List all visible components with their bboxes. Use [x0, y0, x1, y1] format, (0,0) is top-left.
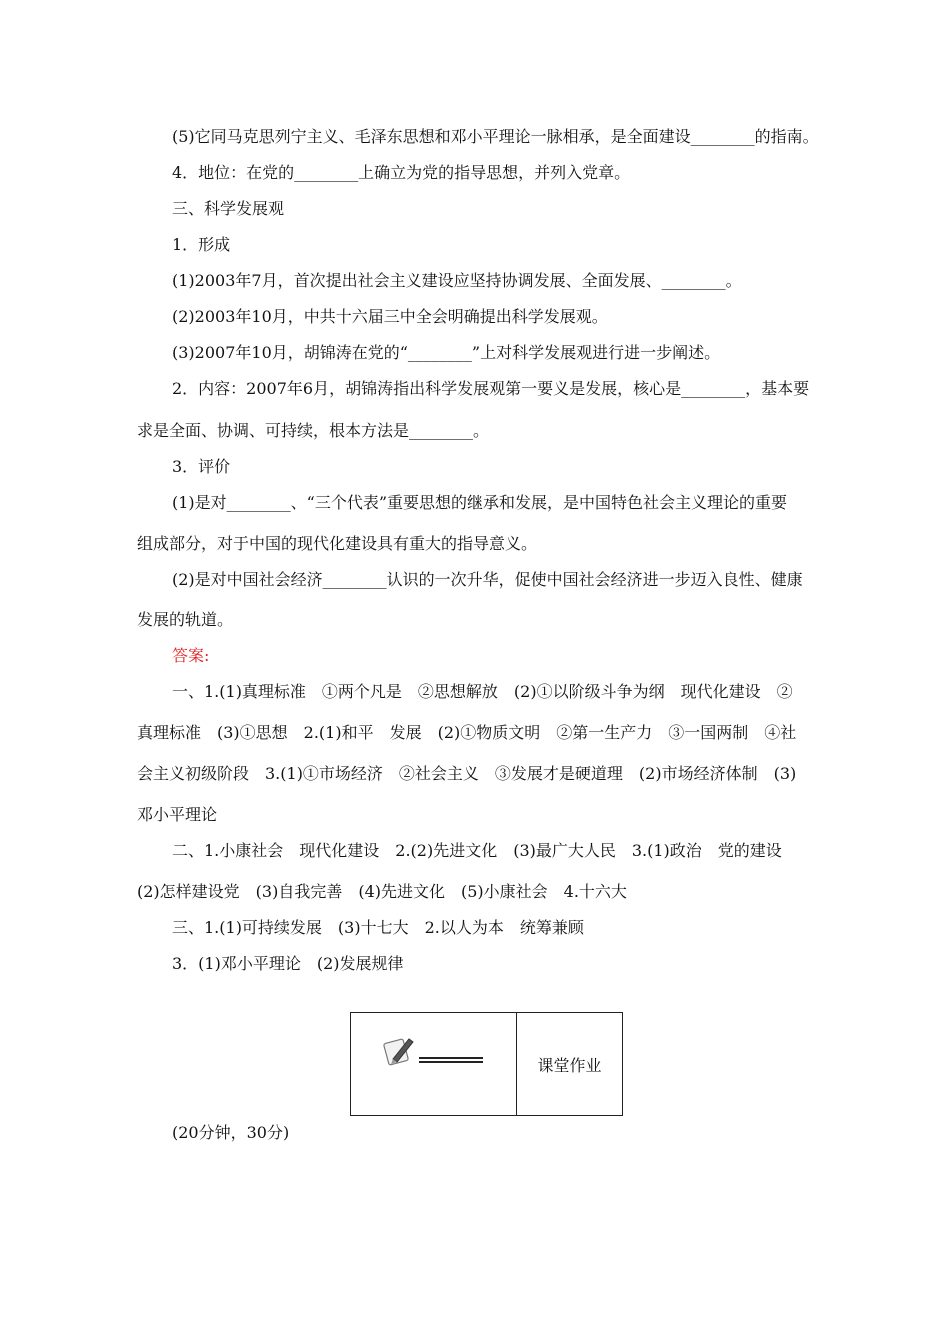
text-line: (1)2003年7月，首次提出社会主义建设应坚持协调发展、全面发展、________。	[172, 271, 742, 290]
text-line: 发展的轨道。	[137, 610, 234, 629]
title-bar	[419, 1057, 483, 1063]
text-line: (3)2007年10月，胡锦涛在党的“________”上对科学发展观进行进一步阐述。	[172, 343, 721, 362]
time-score-note: (20分钟，30分)	[172, 1123, 290, 1142]
answer-line: 二、1.小康社会 现代化建设 2.(2)先进文化 (3)最广大人民 3.(1)政治 党的建设	[172, 841, 782, 860]
text-line: 求是全面、协调、可持续，根本方法是________。	[137, 421, 490, 440]
text-line: (2)是对中国社会经济________认识的一次升华，促使中国社会经济进一步迈入良性、健康	[172, 570, 803, 589]
text-line: (1)是对________、“三个代表”重要思想的继承和发展，是中国特色社会主义理论的重要	[172, 493, 788, 512]
answer-line: 3．(1)邓小平理论 (2)发展规律	[172, 954, 404, 973]
answer-line: 一、1.(1)真理标准 ①两个凡是 ②思想解放 (2)①以阶级斗争为纲 现代化建设 ②	[172, 682, 793, 701]
text-line: 1．形成	[172, 235, 231, 254]
text-line: (2)2003年10月，中共十六届三中全会明确提出科学发展观。	[172, 307, 608, 326]
section-heading: 三、科学发展观	[172, 199, 285, 218]
answer-line: 会主义初级阶段 3.(1)①市场经济 ②社会主义 ③发展才是硬道理 (2)市场经济体制 (3)	[137, 764, 797, 783]
box-label: 课堂作业	[537, 1055, 602, 1075]
answer-heading: 答案:	[172, 646, 210, 665]
answer-line: 邓小平理论	[137, 805, 218, 824]
text-line: 2．内容：2007年6月，胡锦涛指出科学发展观第一要义是发展，核心是________，基本要	[172, 379, 810, 398]
answer-line: 三、1.(1)可持续发展 (3)十七大 2.以人为本 统筹兼顾	[172, 918, 584, 937]
classwork-box	[350, 1012, 623, 1116]
text-line: 组成部分，对于中国的现代化建设具有重大的指导意义。	[137, 534, 538, 553]
text-line: 4．地位：在党的________上确立为党的指导思想，并列入党章。	[172, 163, 631, 182]
text-line: (5)它同马克思列宁主义、毛泽东思想和邓小平理论一脉相承，是全面建设________的指南。	[172, 127, 819, 146]
answer-line: (2)怎样建设党 (3)自我完善 (4)先进文化 (5)小康社会 4.十六大	[137, 882, 627, 901]
text-line: 3．评价	[172, 457, 231, 476]
answer-line: 真理标准 (3)①思想 2.(1)和平 发展 (2)①物质文明 ②第一生产力 ③一国两制 ④社	[137, 723, 797, 742]
pen-paper-icon	[383, 1033, 417, 1067]
